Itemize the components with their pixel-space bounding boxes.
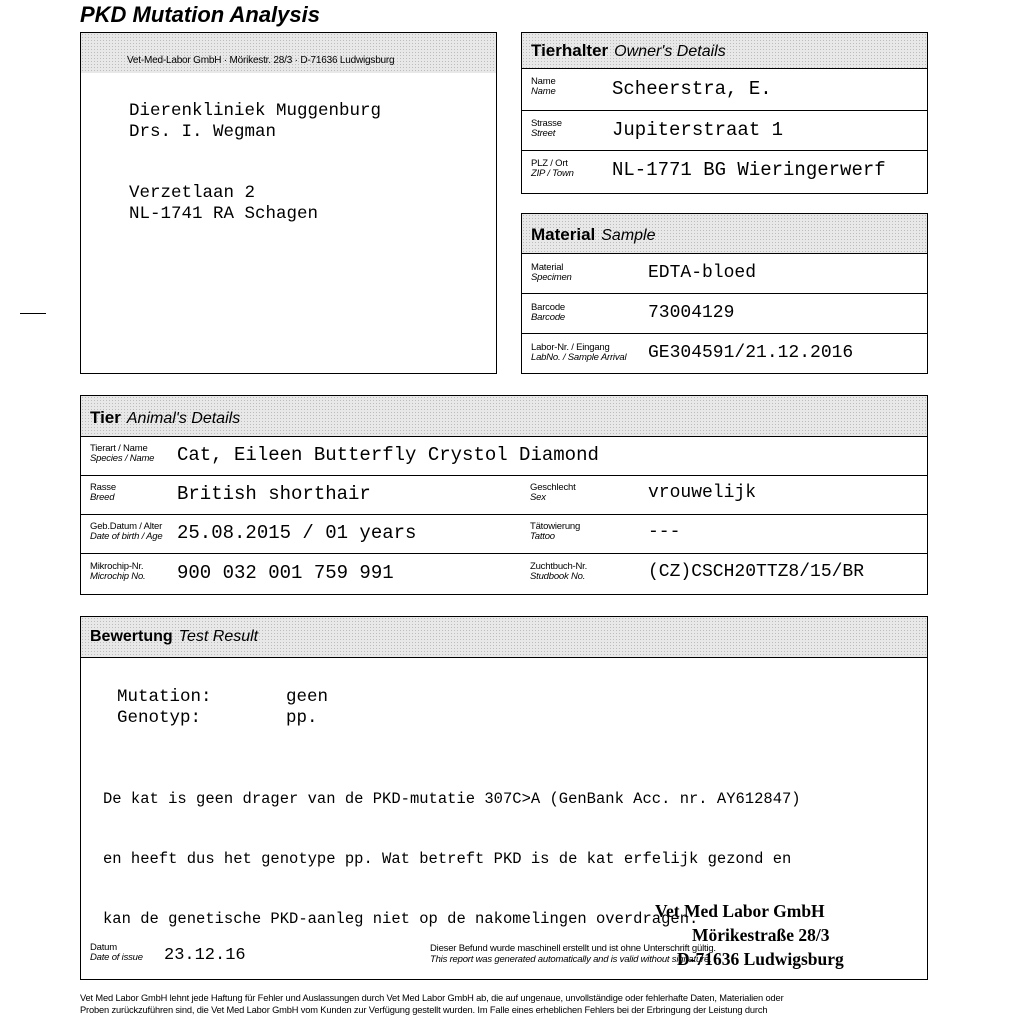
genotype-label: Genotyp: <box>117 708 202 728</box>
studbook-label: Zuchtbuch-Nr. Studbook No. <box>530 561 588 582</box>
microchip-label: Mikrochip-Nr. Microchip No. <box>90 561 146 582</box>
material-header-en: Sample <box>601 227 656 244</box>
breed-value: British shorthair <box>177 483 371 505</box>
animal-header-de: Tier <box>90 408 121 427</box>
animal-row <box>81 476 927 515</box>
sender-address-strip <box>81 33 496 73</box>
disclaimer-line: Proben zurückzuführen sind, die Vet Med Labor GmbH vom Kunden zur Verfügung gestellt wurden. Im Falle eines erheblichen Fehlers bei der Erbringung der Leistung durch <box>80 1005 768 1015</box>
dob-value: 25.08.2015 / 01 years <box>177 522 417 544</box>
result-header-en: Test Result <box>178 628 259 645</box>
result-header-de: Bewertung <box>90 628 173 645</box>
specimen-value: EDTA-bloed <box>648 263 757 283</box>
auto-report-note-de: Dieser Befund wurde maschinell erstellt und ist ohne Unterschrift gültig. <box>430 943 716 954</box>
owner-street-value: Jupiterstraat 1 <box>612 119 784 141</box>
owner-header-de: Tierhalter <box>531 41 609 60</box>
owner-street-label: Strasse Street <box>531 118 562 139</box>
animal-row <box>81 437 927 476</box>
owner-name-label: Name Name <box>531 76 556 97</box>
date-label: Datum Date of issue <box>90 942 143 963</box>
owner-details-box <box>521 32 928 194</box>
barcode-value: 73004129 <box>648 303 735 323</box>
recipient-line: NL-1741 RA Schagen <box>129 204 319 224</box>
owner-row <box>522 111 927 151</box>
material-box <box>521 213 928 374</box>
animal-details-box <box>80 395 928 595</box>
material-row <box>522 254 927 294</box>
result-header <box>81 617 927 658</box>
recipient-address <box>129 101 381 225</box>
auto-report-note-en: This report was generated automatically and is valid without signature. <box>430 954 712 965</box>
owner-header-en: Owner's Details <box>614 43 726 60</box>
owner-header <box>522 33 927 69</box>
mutation-label: Mutation: <box>117 687 212 707</box>
owner-row <box>522 151 927 191</box>
species-value: Cat, Eileen Butterfly Crystol Diamond <box>177 444 599 466</box>
disclaimer-line: Vet Med Labor GmbH lehnt jede Haftung für Fehler und Auslassungen durch Vet Med Labor GmbH ab, die auf ungenaue, unvollständige oder fehlerhafte Daten, Materialien oder <box>80 993 784 1003</box>
animal-header <box>81 396 927 437</box>
date-value: 23.12.16 <box>164 946 246 965</box>
genotype-value: pp. <box>286 708 318 728</box>
owner-town-label: PLZ / Ort ZIP / Town <box>531 158 574 179</box>
species-label: Tierart / Name Species / Name <box>90 443 155 464</box>
sex-value: vrouwelijk <box>648 483 757 503</box>
dob-label: Geb.Datum / Alter Date of birth / Age <box>90 521 163 542</box>
owner-town-value: NL-1771 BG Wieringerwerf <box>612 159 886 181</box>
material-row <box>522 294 927 334</box>
result-text-line: kan de genetische PKD-aanleg niet op de nakomelingen overdragen. <box>103 910 699 928</box>
microchip-value: 900 032 001 759 991 <box>177 562 394 584</box>
animal-header-en: Animal's Details <box>126 410 241 427</box>
labno-value: GE304591/21.12.2016 <box>648 343 854 363</box>
recipient-line: Verzetlaan 2 <box>129 183 256 203</box>
result-text-line: en heeft dus het genotype pp. Wat betreft PKD is de kat erfelijk gezond en <box>103 850 792 868</box>
test-result-box <box>80 616 928 980</box>
sender-address: Vet-Med-Labor GmbH · Mörikestr. 28/3 · D-71636 Ludwigsburg <box>127 55 395 66</box>
animal-row <box>81 554 927 594</box>
material-header <box>522 214 927 254</box>
material-header-de: Material <box>531 225 596 244</box>
disclaimer-footer <box>80 992 784 1016</box>
result-text-line: De kat is geen drager van de PKD-mutatie 307C>A (GenBank Acc. nr. AY612847) <box>103 790 801 808</box>
auto-report-note <box>430 943 716 965</box>
tattoo-value: --- <box>648 522 681 542</box>
stamp-line: Mörikestraße 28/3 <box>692 925 830 945</box>
owner-name-value: Scheerstra, E. <box>612 78 772 100</box>
page-title: PKD Mutation Analysis <box>80 2 320 27</box>
recipient-line: Dierenkliniek Muggenburg <box>129 101 382 121</box>
barcode-label: Barcode Barcode <box>531 302 565 323</box>
owner-row <box>522 69 927 111</box>
material-row <box>522 334 927 373</box>
sex-label: Geschlecht Sex <box>530 482 576 503</box>
breed-label: Rasse Breed <box>90 482 116 503</box>
margin-mark <box>20 313 46 314</box>
stamp-line: Vet Med Labor GmbH <box>655 901 825 921</box>
specimen-label: Material Specimen <box>531 262 572 283</box>
stamp-line: D-71636 Ludwigsburg <box>677 949 844 969</box>
recipient-line: Drs. I. Wegman <box>129 122 277 142</box>
studbook-value: (CZ)CSCH20TTZ8/15/BR <box>648 562 865 582</box>
labno-label: Labor-Nr. / Eingang LabNo. / Sample Arrival <box>531 342 627 363</box>
tattoo-label: Tätowierung Tattoo <box>530 521 581 542</box>
address-box <box>80 32 497 374</box>
animal-row <box>81 515 927 554</box>
mutation-value: geen <box>286 687 329 707</box>
